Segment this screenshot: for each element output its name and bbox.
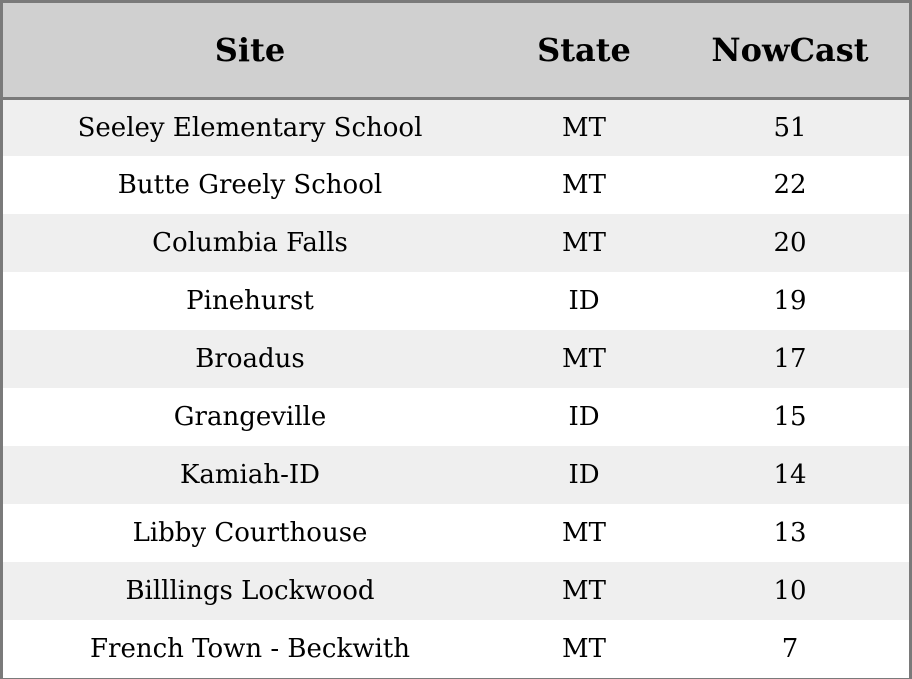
header-row [3,3,909,98]
site-cell: Seeley Elementary School [77,112,423,143]
site-cell: Pinehurst [186,286,314,316]
table-row [3,156,909,214]
site-cell: Butte Greely School [117,170,383,200]
nowcast-table [3,3,909,678]
table-row [3,504,909,562]
table-row [3,214,909,272]
table-body [3,98,909,678]
column-header-site: Site [3,3,497,98]
site-cell: Billlings Lockwood [125,576,375,606]
state-cell: ID [568,286,600,316]
nowcast-cell: 14 [773,460,807,490]
nowcast-cell: 19 [773,286,807,316]
nowcast-cell: 7 [781,634,799,664]
state-cell: MT [562,518,606,548]
table-row [3,272,909,330]
nowcast-cell: 13 [773,518,807,548]
state-cell: ID [568,460,600,490]
site-cell: French Town - Beckwith [89,634,411,664]
site-cell: Broadus [195,344,305,374]
table-row [3,446,909,504]
nowcast-cell: 20 [773,228,807,258]
state-cell: MT [562,112,606,143]
table-row [3,388,909,446]
state-cell: MT [562,228,606,258]
nowcast-cell: 51 [773,112,807,143]
nowcast-cell: 22 [773,170,807,200]
site-cell: Kamiah-ID [179,460,321,490]
nowcast-cell: 15 [773,402,807,432]
nowcast-cell: 10 [773,576,807,606]
table-row [3,562,909,620]
state-cell: MT [562,634,606,664]
table-row [3,620,909,678]
nowcast-cell: 17 [773,344,807,374]
state-cell: MT [562,576,606,606]
state-cell: MT [562,344,606,374]
column-header-nowcast: NowCast [671,3,909,98]
state-cell: ID [568,402,600,432]
site-cell: Grangeville [173,402,327,432]
table-row [3,98,909,156]
site-cell: Columbia Falls [152,228,348,258]
table-header [3,3,909,98]
table-row [3,330,909,388]
site-cell: Libby Courthouse [132,518,368,548]
state-cell: MT [562,170,606,200]
column-header-state: State [497,3,671,98]
